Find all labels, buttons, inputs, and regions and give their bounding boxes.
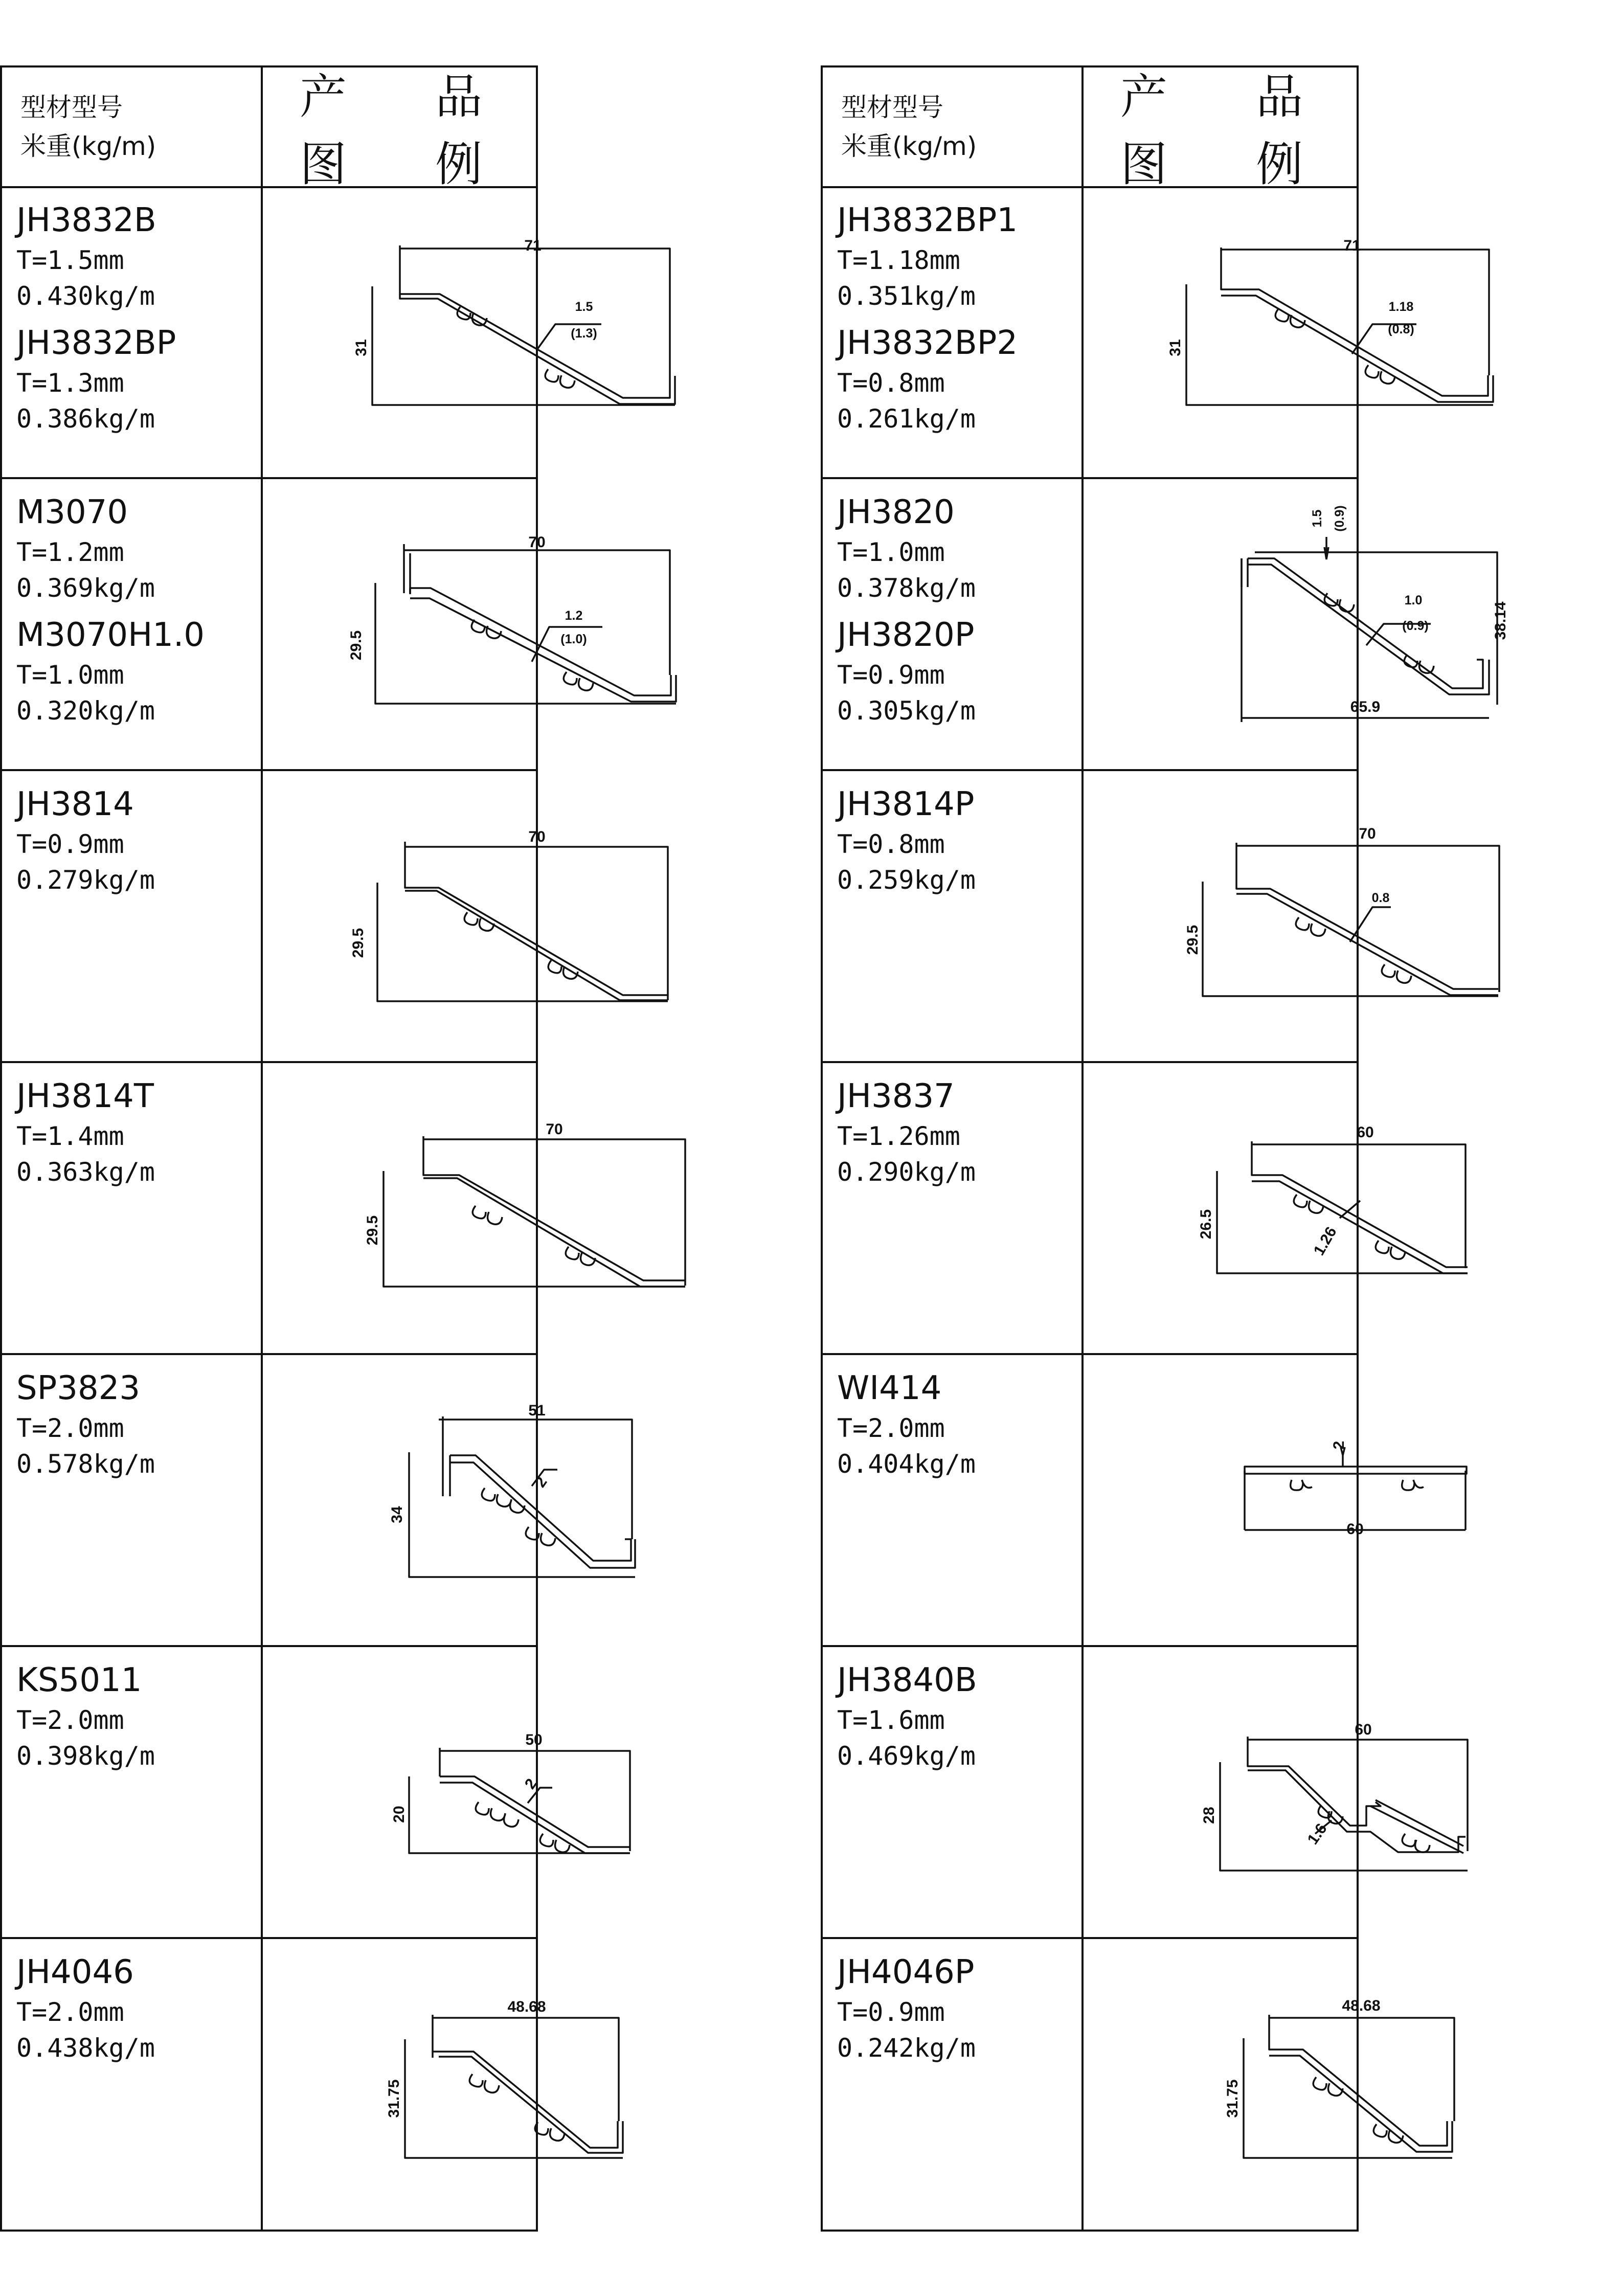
dim-height: 34 [389,1506,405,1523]
dim-thickness-alt: (1.3) [571,326,597,341]
table-row [837,198,1072,437]
table-row [837,1950,1072,2066]
model-code: KS5011 [16,1661,142,1699]
unit-weight: 0.378kg/m [837,573,976,603]
row-divider [821,1645,1359,1647]
unit-weight: 0.259kg/m [837,865,976,895]
dim-width: 70 [1359,825,1376,842]
unit-weight: 0.369kg/m [16,573,155,603]
row-divider [0,769,538,771]
dim-height: 20 [391,1806,408,1823]
dim-width: 70 [546,1121,563,1138]
thickness: T=0.9mm [16,829,124,859]
model-code: JH3814T [16,1077,154,1115]
model-code: JH3814 [16,785,134,823]
model-code: WI414 [837,1369,942,1407]
unit-weight-alt: 0.386kg/m [16,404,155,434]
unit-weight-alt: 0.305kg/m [837,696,976,726]
dim-thickness: 1.5 [575,300,593,314]
model-code: SP3823 [16,1369,141,1407]
dim-width: 60 [1355,1721,1372,1738]
dim-height: 31 [1167,339,1184,356]
dim-width: 50 [525,1731,543,1748]
thickness-alt: T=1.3mm [16,368,124,398]
thickness: T=2.0mm [837,1413,945,1443]
model-code: JH3837 [837,1077,955,1115]
dim-top-b: (0.9) [1333,505,1347,532]
dim-width: 65.9 [1350,699,1381,715]
header-weight-label: 米重(kg/m) [20,131,156,161]
unit-weight-alt: 0.320kg/m [16,696,155,726]
table-row [837,1366,1072,1482]
table-row [16,1658,252,1774]
unit-weight: 0.430kg/m [16,281,155,311]
thickness: T=1.18mm [837,245,960,275]
dim-thickness: 1.26 [1310,1224,1340,1258]
row-divider [0,1937,538,1939]
dim-height: 31.75 [386,2079,402,2118]
unit-weight: 0.279kg/m [16,865,155,895]
row-divider [0,1645,538,1647]
dim-height: 29.5 [348,630,365,661]
row-divider [0,1061,538,1063]
thickness: T=2.0mm [16,1997,124,2027]
unit-weight-alt: 0.261kg/m [837,404,976,434]
row-divider [821,769,1359,771]
thickness: T=1.6mm [837,1705,945,1735]
dim-thickness: 2 [531,1474,551,1491]
dim-height: 29.5 [350,928,367,958]
model-code-alt: M3070H1.0 [16,616,205,654]
model-code: JH3840B [837,1661,977,1699]
table-row [837,1074,1072,1190]
header-product-figure: 产 品 图 例 [300,70,520,192]
table-row [16,1074,252,1190]
thickness: T=1.26mm [837,1121,960,1151]
dim-width: 70 [528,828,546,845]
table-row [16,782,252,898]
thickness: T=0.8mm [837,829,945,859]
table-row [837,782,1072,898]
table-row [837,490,1072,729]
dim-height: 29.5 [1184,925,1201,955]
dim-thickness: 2 [1331,1440,1347,1450]
thickness-alt: T=0.9mm [837,660,945,690]
dim-width: 48.68 [507,1998,546,2015]
model-code-alt: JH3820P [837,616,975,654]
model-code-alt: JH3832BP2 [837,324,1018,362]
column-divider [1081,67,1084,2230]
model-code: JH3832BP1 [837,201,1018,239]
row-divider [0,1353,538,1355]
dim-thickness: 1.0 [1404,593,1423,607]
dim-height: 29.5 [364,1215,381,1246]
unit-weight: 0.351kg/m [837,281,976,311]
model-code: JH3820 [837,493,955,531]
thickness: T=2.0mm [16,1413,124,1443]
unit-weight: 0.469kg/m [837,1741,976,1771]
unit-weight: 0.578kg/m [16,1449,155,1479]
row-divider [821,477,1359,479]
row-divider [821,1937,1359,1939]
dim-width: 70 [528,534,546,551]
table-row [16,1366,252,1482]
dim-height: 31 [353,339,370,356]
row-divider [821,1061,1359,1063]
dim-height: 31.75 [1224,2079,1241,2118]
dim-width: 71 [524,237,542,254]
table-header [823,67,1357,192]
table-row [837,1658,1072,1774]
thickness: T=2.0mm [16,1705,124,1735]
header-model-label: 型材型号 [20,93,123,122]
table-row [16,490,252,729]
header-model-label: 型材型号 [841,93,943,122]
dim-top-a: 1.5 [1310,509,1324,528]
dim-thickness-alt: (0.9) [1402,619,1429,633]
dim-thickness: 2 [521,1775,540,1792]
dim-width: 71 [1343,237,1361,254]
header-product-figure: 产 品 图 例 [1120,70,1340,192]
unit-weight: 0.242kg/m [837,2033,976,2063]
dim-width: 60 [1346,1521,1364,1538]
unit-weight: 0.398kg/m [16,1741,155,1771]
unit-weight: 0.363kg/m [16,1157,155,1187]
model-code: JH4046 [16,1953,134,1991]
unit-weight: 0.438kg/m [16,2033,155,2063]
model-code: M3070 [16,493,128,531]
model-code: JH3832B [16,201,156,239]
model-code: JH3814P [837,785,975,823]
thickness-alt: T=0.8mm [837,368,945,398]
thickness: T=0.9mm [837,1997,945,2027]
thickness: T=1.0mm [837,537,945,567]
unit-weight: 0.404kg/m [837,1449,976,1479]
dim-height: 38.14 [1492,601,1509,640]
dim-thickness: 1.18 [1388,300,1414,314]
unit-weight: 0.290kg/m [837,1157,976,1187]
table-row [16,1950,252,2066]
row-divider [0,477,538,479]
dim-thickness: 1.6 [1304,1820,1331,1848]
dim-width: 60 [1357,1124,1374,1141]
thickness: T=1.4mm [16,1121,124,1151]
dim-height: 28 [1201,1807,1218,1824]
thickness-alt: T=1.0mm [16,660,124,690]
row-divider [821,1353,1359,1355]
dim-thickness-alt: (0.8) [1388,322,1414,336]
model-code: JH4046P [837,1953,975,1991]
header-weight-label: 米重(kg/m) [841,131,977,161]
model-code-alt: JH3832BP [16,324,176,362]
dim-height: 26.5 [1198,1209,1214,1240]
dim-width: 48.68 [1342,1997,1381,2014]
dim-thickness: 1.2 [565,609,583,623]
dim-width: 51 [528,1402,546,1419]
thickness: T=1.5mm [16,245,124,275]
dim-thickness: 0.8 [1371,891,1390,905]
table-row [16,198,252,437]
thickness: T=1.2mm [16,537,124,567]
dim-thickness-alt: (1.0) [560,632,587,646]
header-model-weight [841,88,977,166]
